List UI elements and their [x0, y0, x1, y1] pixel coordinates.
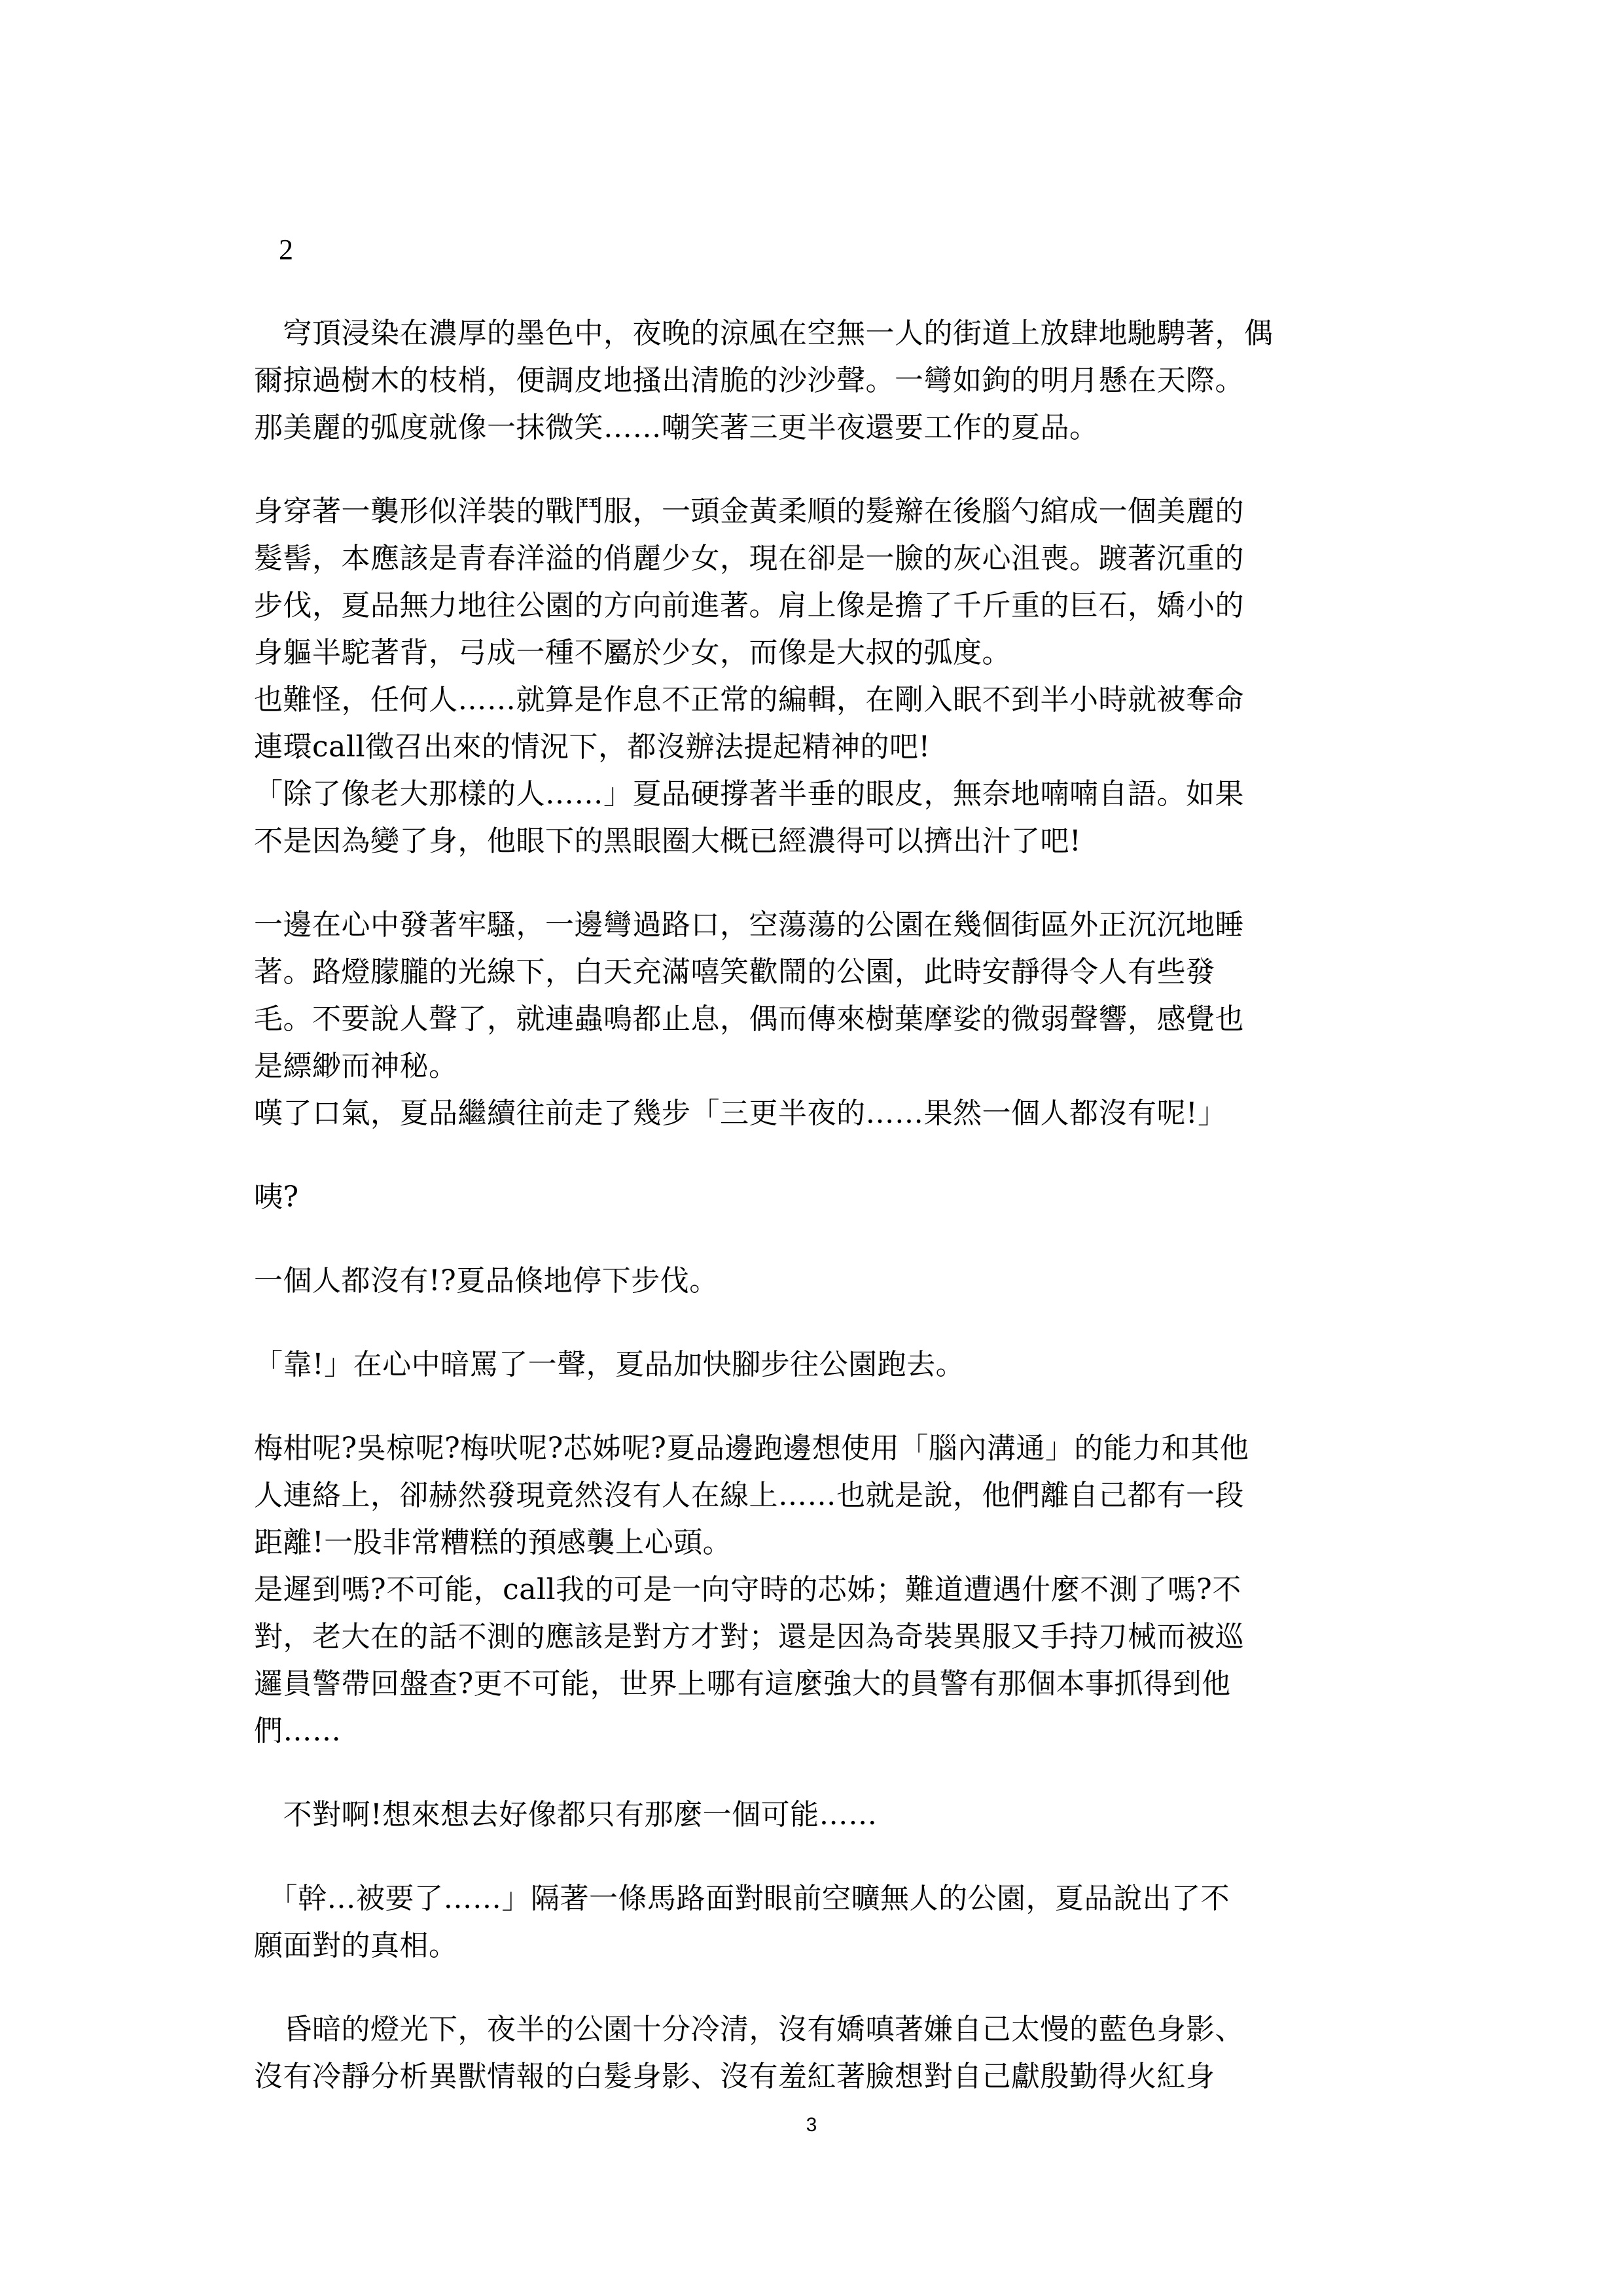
text-line: 願面對的真相。: [254, 1929, 458, 1962]
text-line: 邏員警帶回盤查?更不可能，世界上哪有這麼強大的員警有那個本事抓得到他: [254, 1667, 1231, 1701]
text-line: 沒有冷靜分析異獸情報的白髮身影、沒有羞紅著臉想對自己獻殷勤得火紅身: [254, 2060, 1215, 2093]
paragraph: [254, 1425, 1406, 1755]
text-line: 是縹緲而神秘。: [254, 1050, 458, 1083]
text-line: 人連絡上，卻赫然發現竟然沒有人在線上……也就是說，他們離自己都有一段: [254, 1479, 1244, 1512]
paragraph-gap: [254, 1755, 1406, 1792]
text-line: 「靠!」在心中暗罵了一聲，夏品加快腳步往公園跑去。: [254, 1348, 965, 1381]
text-line: 步伐，夏品無力地往公園的方向前進著。肩上像是擔了千斤重的巨石，嬌小的: [254, 589, 1244, 622]
text-line: 是遲到嗎?不可能，call我的可是一向守時的芯姊；難道遭遇什麼不測了嗎?不: [254, 1573, 1241, 1606]
paragraph: [254, 310, 1406, 451]
text-line: 那美麗的弧度就像一抹微笑……嘲笑著三更半夜還要工作的夏品。: [254, 411, 1099, 444]
paragraph: [254, 1174, 1406, 1221]
text-line: 「除了像老大那樣的人……」夏品硬撐著半垂的眼皮，無奈地喃喃自語。如果: [254, 777, 1244, 811]
text-line: 不對啊!想來想去好像都只有那麼一個可能……: [254, 1798, 878, 1831]
paragraph: [254, 1258, 1406, 1305]
text-line: 爾掠過樹木的枝梢，便調皮地搔出清脆的沙沙聲。一彎如鉤的明月懸在天際。: [254, 364, 1244, 397]
chapter-number: 2: [279, 234, 293, 266]
text-line: 昏暗的燈光下，夜半的公園十分冷清，沒有嬌嗔著嫌自己太慢的藍色身影、: [254, 2013, 1244, 2046]
text-line: 嘆了口氣，夏品繼續往前走了幾步「三更半夜的……果然一個人都沒有呢!」: [254, 1097, 1227, 1130]
paragraph: [254, 2006, 1406, 2100]
paragraph-gap: [254, 1305, 1406, 1341]
text-line: 一個人都沒有!?夏品倏地停下步伐。: [254, 1264, 719, 1298]
page-content: [254, 226, 1406, 2100]
text-line: 一邊在心中發著牢騷，一邊彎過路口，空蕩蕩的公園在幾個街區外正沉沉地睡: [254, 908, 1244, 942]
paragraph: [254, 1341, 1406, 1388]
paragraph-gap: [254, 1221, 1406, 1258]
text-line: 「幹…被要了……」隔著一條馬路面對眼前空曠無人的公園，夏品說出了不: [254, 1882, 1230, 1915]
text-line: 著。路燈朦朧的光線下，白天充滿嘻笑歡鬧的公園，此時安靜得令人有些發: [254, 955, 1215, 989]
paragraph: [254, 1875, 1406, 1969]
text-line: 身穿著一襲形似洋裝的戰鬥服，一頭金黃柔順的髮辮在後腦勺綰成一個美麗的: [254, 495, 1244, 528]
text-line: 梅柑呢?吳椋呢?梅吠呢?芯姊呢?夏品邊跑邊想使用「腦內溝通」的能力和其他: [254, 1432, 1249, 1465]
paragraph-gap: [254, 865, 1406, 902]
spacer: [254, 274, 1406, 310]
text-line: 毛。不要說人聲了，就連蟲鳴都止息，偶而傳來樹葉摩娑的微弱聲響，感覺也: [254, 1002, 1244, 1036]
paragraph-list: [254, 310, 1406, 2100]
text-line: 對，老大在的話不測的應該是對方才對；還是因為奇裝異服又手持刀械而被巡: [254, 1620, 1244, 1653]
text-line: 咦?: [254, 1180, 299, 1214]
page-number: 3: [806, 2114, 817, 2136]
text-line: 也難怪，任何人……就算是作息不正常的編輯，在剛入眠不到半小時就被奪命: [254, 683, 1244, 716]
text-line: 髮髻，本應該是青春洋溢的俏麗少女，現在卻是一臉的灰心沮喪。踱著沉重的: [254, 542, 1244, 575]
paragraph: [254, 902, 1406, 1137]
text-line: 身軀半駝著背，弓成一種不屬於少女，而像是大叔的弧度。: [254, 636, 1011, 669]
text-line: 距離!一股非常糟糕的預感襲上心頭。: [254, 1526, 732, 1559]
paragraph-gap: [254, 1137, 1406, 1174]
text-line: 們……: [254, 1714, 342, 1748]
paragraph-gap: [254, 1969, 1406, 2006]
text-line: 連環call徵召出來的情況下，都沒辦法提起精神的吧!: [254, 730, 931, 764]
paragraph: [254, 488, 1406, 865]
paragraph-gap: [254, 1839, 1406, 1875]
text-line: 穹頂浸染在濃厚的墨色中，夜晚的涼風在空無一人的街道上放肆地馳騁著，偶: [254, 317, 1274, 350]
text-line: 不是因為變了身，他眼下的黑眼圈大概已經濃得可以擠出汁了吧!: [254, 824, 1082, 858]
paragraph: [254, 1792, 1406, 1839]
paragraph-gap: [254, 451, 1406, 488]
paragraph-gap: [254, 1388, 1406, 1425]
